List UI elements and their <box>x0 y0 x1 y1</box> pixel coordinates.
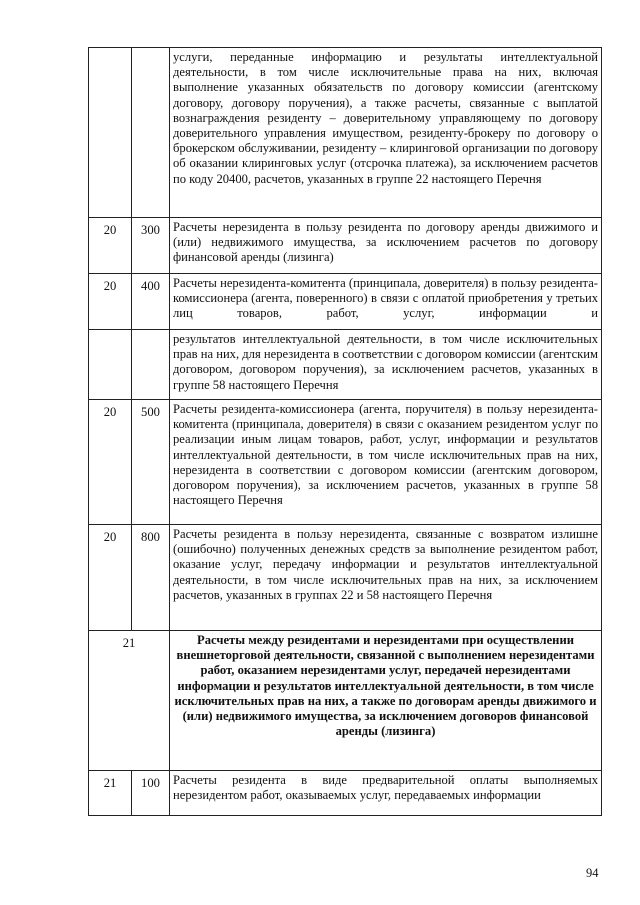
table-row <box>89 48 602 218</box>
table-row <box>89 525 602 631</box>
group-code-cell: 20 <box>89 525 132 631</box>
table-row <box>89 330 602 400</box>
subcode-cell: 400 <box>132 274 170 330</box>
table-row <box>89 274 602 330</box>
description-cell: результатов интеллектуальной деятельности, в том числе исключительных прав на них, для нерезидента в соответствии с договором комиссии (агентским договором, договором поручения), за исключением расчетов, указанных в группе 58 настоящего Перечня <box>170 330 602 400</box>
description-cell: Расчеты резидента в пользу нерезидента, связанные с возвратом излишне (ошибочно) полученных денежных средств за выполнение резидентом работ, оказание услуг, передачу информации и результатов интеллектуальной деятельности, в том числе исключительных прав на них, за исключением расчетов, указанных в группах 22 и 58 настоящего Перечня <box>170 525 602 631</box>
subcode-cell: 100 <box>132 771 170 816</box>
description-cell: услуги, переданные информацию и результаты интеллектуальной деятельности, в том числе исключительные права на них, включая выполнение указанных обязательств по договору комиссии (агентскому договору, договору поручения), а также расчеты, связанные с выплатой вознаграждения резиденту – доверительному управляющему по договору доверительного управления имуществом, резиденту-брокеру по договору о брокерском обслуживании, резиденту – клиринговой организации по договору об оказании клиринговых услуг (отсрочка платежа), за исключением расчетов по коду 20400, расчетов, указанных в группе 22 настоящего Перечня <box>170 48 602 218</box>
group-row <box>89 631 602 771</box>
subcode-cell: 300 <box>132 218 170 274</box>
group-code-cell: 20 <box>89 400 132 525</box>
description-cell: Расчеты нерезидента в пользу резидента по договору аренды движимого и (или) недвижимого имущества, за исключением расчетов по договору финансовой аренды (лизинга) <box>170 218 602 274</box>
group-heading: Расчеты между резидентами и нерезидентами при осуществлении внешнеторговой деятельности, связанной с выполнением нерезидентами работ, оказанием нерезидентами услуг, передачей нерезидентами информации и результатов интеллектуальной деятельности, в том числе исключительных прав на них, а также по договорам аренды движимого и (или) недвижимого имущества, за исключением договоров финансовой аренды (лизинга) <box>170 631 602 771</box>
table-row <box>89 771 602 816</box>
description-text: Расчеты нерезидента-комитента (принципала, доверителя) в пользу резидента-комиссионера (агента, поверенного) в связи с оплатой приобретения у третьих лиц товаров, работ, услуг, информации и <box>173 276 598 321</box>
subcode-cell <box>132 48 170 218</box>
group-code-cell: 20 <box>89 218 132 274</box>
group-code-cell <box>89 330 132 400</box>
group-code-cell: 21 <box>89 771 132 816</box>
page-number: 94 <box>586 866 599 880</box>
group-code-cell: 21 <box>89 631 170 771</box>
table-row <box>89 218 602 274</box>
code-table <box>88 47 602 816</box>
subcode-cell: 500 <box>132 400 170 525</box>
subcode-cell <box>132 330 170 400</box>
description-cell <box>170 274 602 330</box>
group-code-cell <box>89 48 132 218</box>
subcode-cell: 800 <box>132 525 170 631</box>
description-cell: Расчеты резидента-комиссионера (агента, поручителя) в пользу нерезидента-комитента (принципала, доверителя) в связи с оказанием резидентом услуг по реализации иным лицам товаров, работ, услуг, информации и результатов интеллектуальной деятельности, в том числе исключительных прав на них, нерезидента в соответствии с договором комиссии (агентским договором, договором поручения), за исключением расчетов, указанных в группе 58 настоящего Перечня <box>170 400 602 525</box>
table-row <box>89 400 602 525</box>
description-cell: Расчеты резидента в виде предварительной оплаты выполняемых нерезидентом работ, оказываемых услуг, передаваемых информации <box>170 771 602 816</box>
group-code-cell: 20 <box>89 274 132 330</box>
